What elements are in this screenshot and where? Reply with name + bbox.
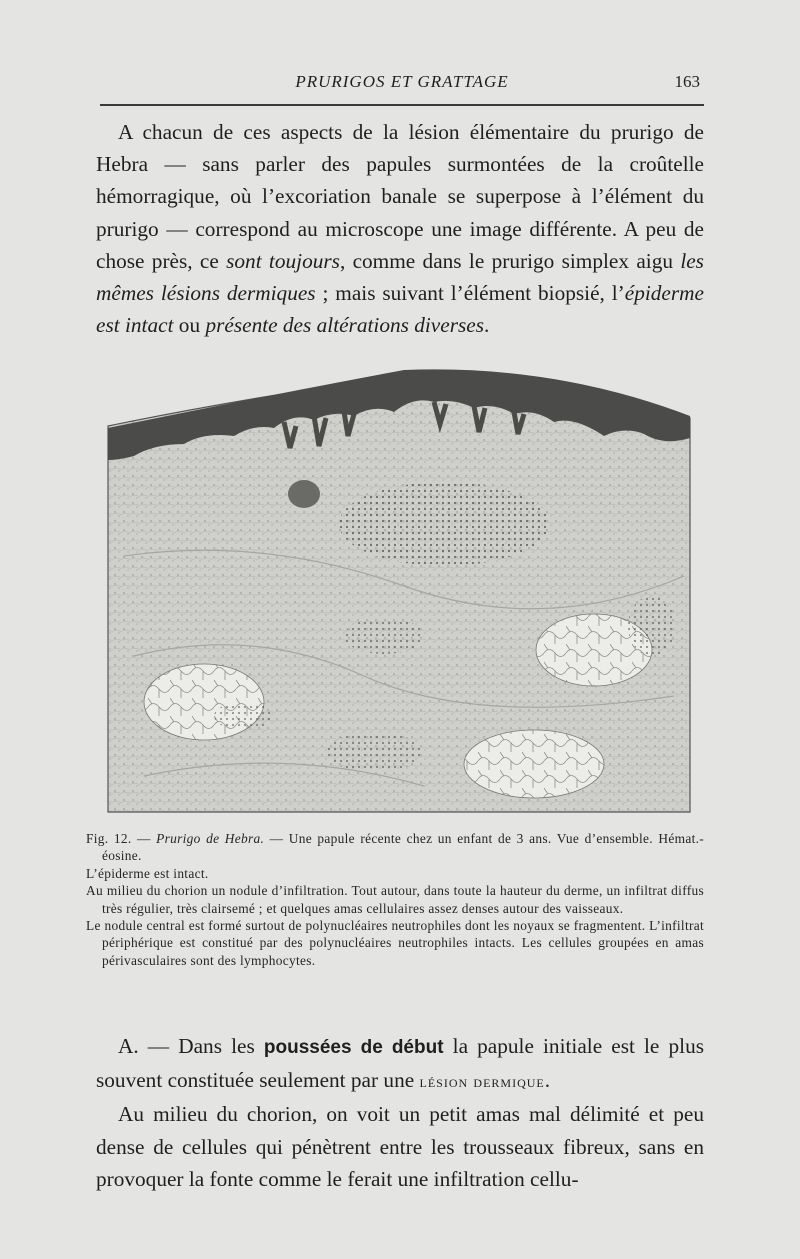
emphasis-text: les mêmes lésions dermiques — [96, 248, 704, 306]
emphasis-text: épiderme est intact — [96, 281, 705, 338]
bold-term: poussées de début — [263, 1037, 444, 1058]
caption-line: Le nodule central est formé surtout de polynucléaires neutrophiles dont les noyaux se fragmentent. L’infiltrat périphérique est constitué par des polynucléaires neutrophiles intacts. Les cellules groupées en amas périvasculaires sont des lymphocytes. — [86, 918, 704, 968]
running-title: PRURIGOS ET GRATTAGE — [295, 72, 509, 91]
emphasis-text: présente des altérations diverses — [205, 313, 485, 338]
intro-paragraph: A chacun de ces aspects de la lésion élémentaire du prurigo de Hebra — sans parler des papules surmontées de la croûtelle hémorragique, où l’excoriation banale se superpose à l’élément du prurigo — correspond au microscope une image différente. A peu de chose près, ce sont toujours, comme dans le prurigo simplex aigu les mêmes lésions dermiques ; mais suivant l’élément biopsié, l’épiderme est intact ou présente des altérations diverses. — [96, 120, 705, 338]
skin-section-illustration — [104, 356, 694, 814]
emphasis-text: sont toujours — [226, 248, 340, 273]
body-text — [96, 1030, 704, 1195]
caption-title: Prurigo de Hebra. — [156, 831, 265, 846]
figure-caption: Fig. 12. — Prurigo de Hebra. — Une papule récente chez un enfant de 3 ans. Vue d’ensemble. Hémat.-éosine. L’épiderme est intact. Au milieu du chorion un nodule d’infiltration. Tout autour, dans toute la hauteur du derme, un infiltrat diffus très régulier, très clairsemé ; et quelques amas cellulaires assez denses autour des vaisseaux. Le nodule central est formé surtout de polynucléaires neutrophiles dont les noyaux se fragmentent. L’infiltrat périphérique est constitué par des polynucléaires neutrophiles intacts. Les cellules groupées en amas périvasculaires sont des lymphocytes. — [86, 831, 705, 968]
running-header — [100, 68, 704, 96]
header-rule — [100, 104, 704, 106]
smallcaps-term: lésion dermique — [419, 1072, 545, 1092]
section-a-paragraph: A. — Dans les poussées de début la papule initiale est le plus souvent constituée seulement par une lésion dermique. — [96, 1034, 704, 1093]
caption-line: L’épiderme est intact. — [86, 865, 209, 881]
histology-figure — [104, 356, 694, 814]
chorion-paragraph: Au milieu du chorion, on voit un petit amas mal délimité et peu dense de cellules qui pénètrent entre les trousseaux fibreux, sans en provoquer la fonte comme le ferait une infiltration cellu- — [96, 1102, 704, 1191]
page-number: 163 — [674, 72, 700, 91]
caption-line: Au milieu du chorion un nodule d’infiltration. Tout autour, dans toute la hauteur du derme, un infiltrat diffus très régulier, très clairsemé ; et quelques amas cellulaires assez denses autour des vaisseaux. — [86, 883, 704, 916]
